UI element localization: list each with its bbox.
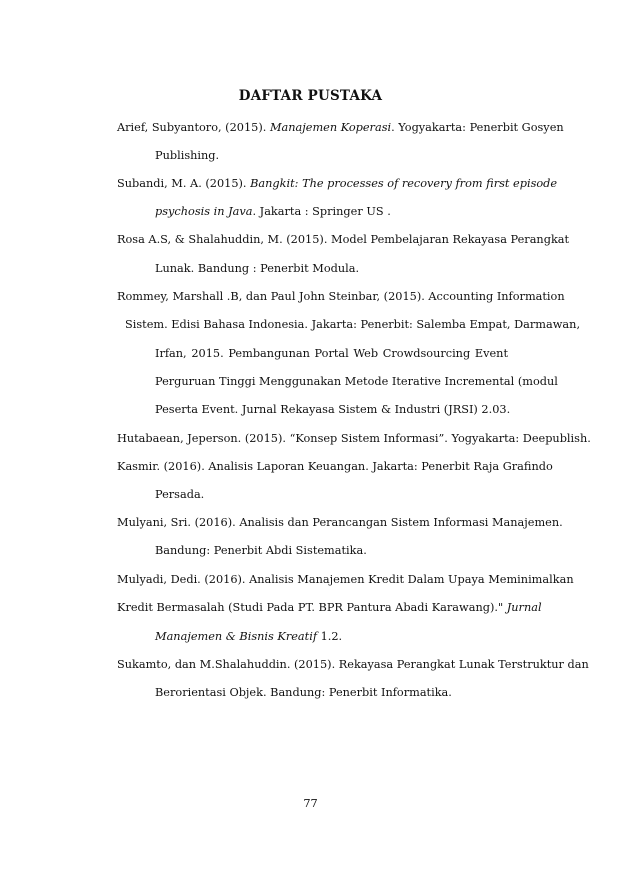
reference-line (125, 318, 581, 332)
reference-line (155, 262, 359, 276)
reference-line (117, 460, 553, 474)
text-segment: Berorientasi Objek. Bandung: Penerbit Informatika. (155, 686, 452, 699)
text-segment: Hutabaean, Jeperson. (2015). “Konsep Sistem Informasi”. Yogyakarta: Deepublish. (117, 432, 591, 445)
italic-text: Jurnal (506, 601, 542, 614)
reference-line (117, 432, 591, 446)
reference-line (117, 573, 574, 587)
reference-line (117, 290, 565, 304)
text-segment: Sistem. Edisi Bahasa Indonesia. Jakarta: Penerbit: Salemba Empat, Darmawan, (125, 318, 581, 331)
page-number: 77 (303, 797, 318, 810)
reference-line (117, 177, 558, 191)
italic-text: psychosis in Java (155, 205, 253, 218)
text-segment: . Yogyakarta: Penerbit Gosyen (391, 121, 564, 134)
reference-line (155, 375, 558, 389)
text-segment: Persada. (155, 488, 205, 501)
text-segment: Rommey, Marshall .B, dan Paul John Steinbar, (2015). Accounting Information (117, 290, 565, 303)
reference-line (155, 149, 219, 163)
reference-line (155, 544, 367, 558)
text-segment: Lunak. Bandung : Penerbit Modula. (155, 262, 360, 275)
italic-text: Manajemen Koperasi (269, 121, 392, 134)
text-segment: Publishing. (155, 149, 220, 162)
reference-line (155, 630, 342, 644)
text-segment: Bandung: Penerbit Abdi Sistematika. (155, 544, 367, 557)
text-segment: 1.2. (317, 630, 343, 643)
text-segment: . Jakarta : Springer US . (252, 205, 391, 218)
text-segment: Kasmir. (2016). Analisis Laporan Keuangan. Jakarta: Penerbit Raja Grafindo (117, 460, 553, 473)
reference-line (155, 488, 204, 502)
reference-line (155, 686, 452, 700)
text-segment: Mulyadi, Dedi. (2016). Analisis Manajemen Kredit Dalam Upaya Meminimalkan (117, 573, 574, 586)
text-segment: Perguruan Tinggi Menggunakan Metode Iterative Incremental (modul (155, 375, 558, 388)
text-segment: Arief, Subyantoro, (2015). (117, 121, 270, 134)
reference-line (117, 121, 564, 135)
italic-text: Manajemen & Bisnis Kreatif (155, 630, 317, 643)
reference-line (155, 205, 391, 219)
text-segment: Sukamto, dan M.Shalahuddin. (2015). Rekayasa Perangkat Lunak Terstruktur dan (117, 658, 589, 671)
reference-line (155, 403, 510, 417)
text-segment: Irfan, 2015. Pembangunan Portal Web Crowdsourcing Event (155, 347, 508, 360)
text-segment: Kredit Bermasalah (Studi Pada PT. BPR Pantura Abadi Karawang)." (117, 601, 507, 614)
page-title: DAFTAR PUSTAKA (238, 88, 383, 104)
text-segment: Subandi, M. A. (2015). (117, 177, 251, 190)
reference-line (117, 658, 589, 672)
reference-line (117, 601, 542, 615)
reference-line (117, 516, 563, 530)
text-segment: Rosa A.S, & Shalahuddin, M. (2015). Model Pembelajaran Rekayasa Perangkat (117, 233, 570, 246)
italic-text: Bangkit: The processes of recovery from first episode (250, 177, 558, 190)
text-segment: Mulyani, Sri. (2016). Analisis dan Perancangan Sistem Informasi Manajemen. (117, 516, 563, 529)
text-segment: Peserta Event. Jurnal Rekayasa Sistem & Industri (JRSI) 2.03. (155, 403, 511, 416)
reference-line (155, 347, 508, 361)
reference-line (117, 233, 570, 247)
